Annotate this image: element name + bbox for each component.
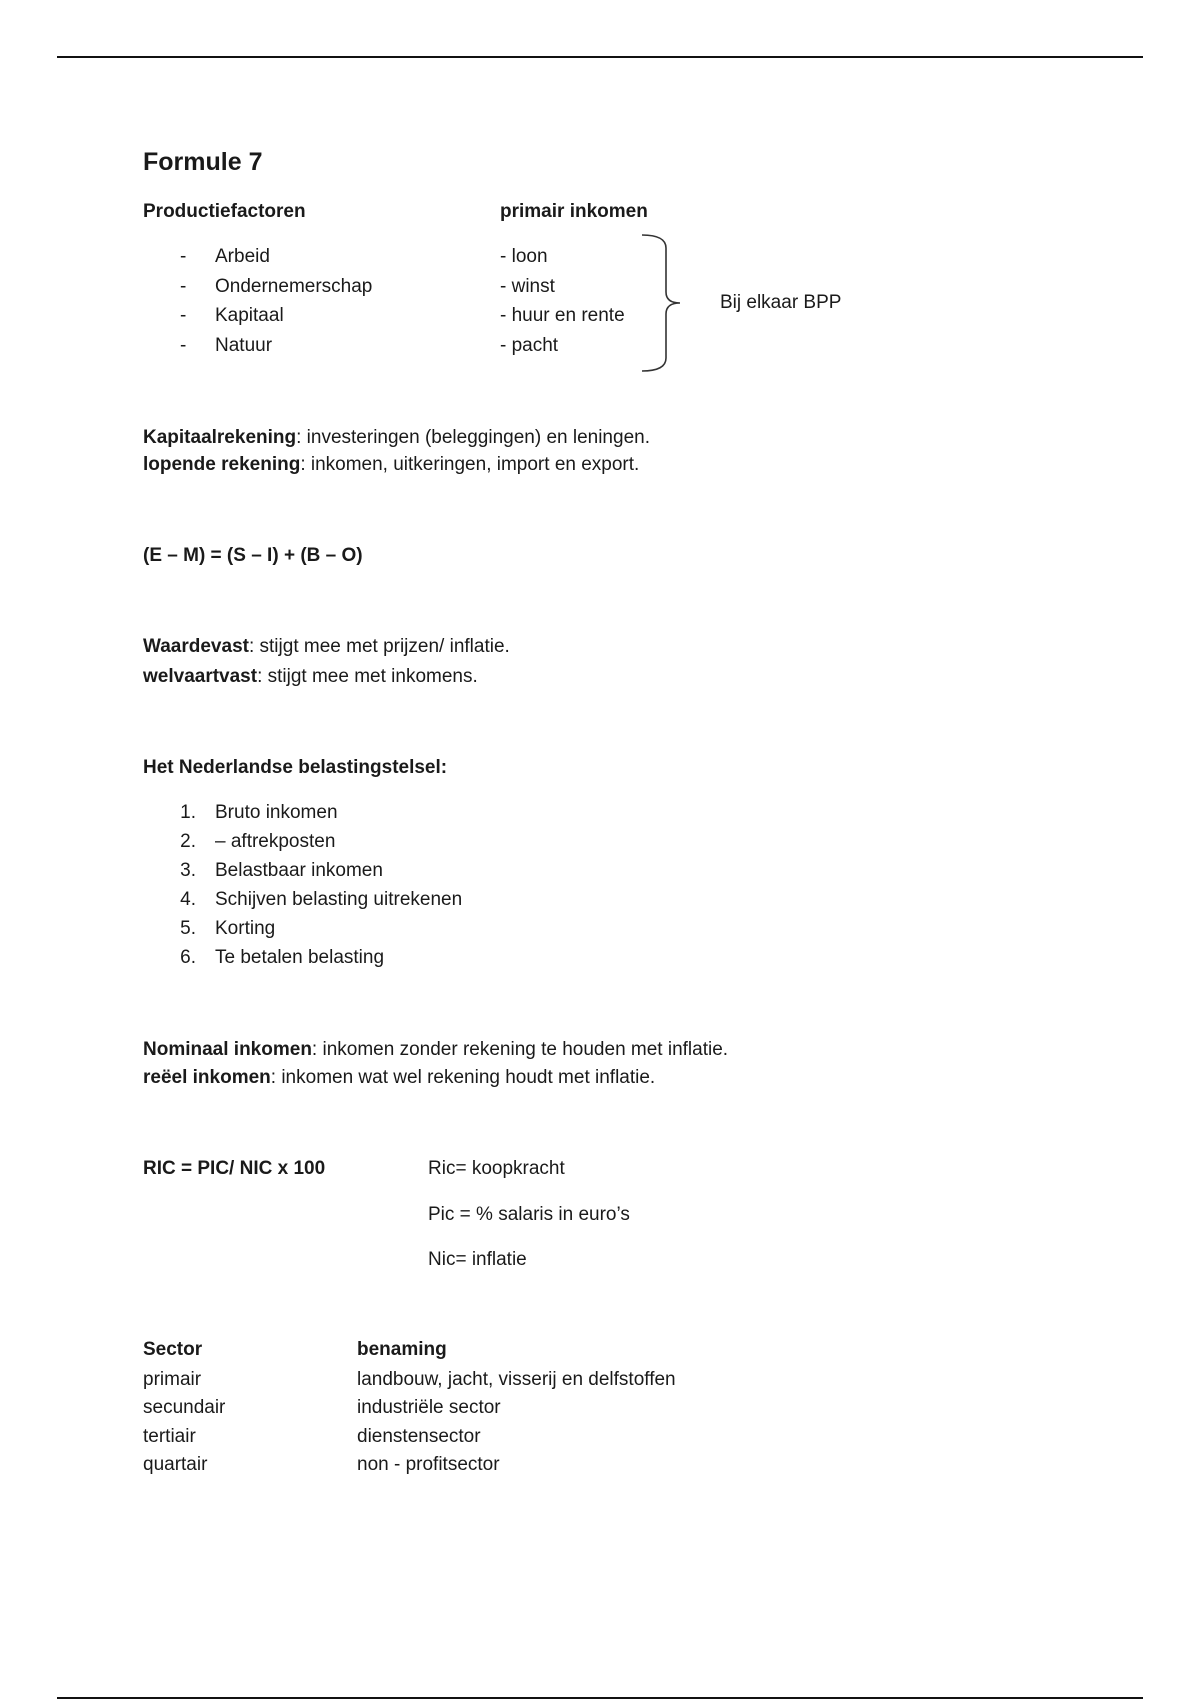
step-number: 6. bbox=[180, 947, 196, 968]
equation: (E – M) = (S – I) + (B – O) bbox=[143, 545, 363, 566]
step-text: Schijven belasting uitrekenen bbox=[215, 889, 463, 910]
page-title: Formule 7 bbox=[143, 148, 263, 176]
factor-label: Arbeid bbox=[215, 246, 270, 267]
definition: : inkomen wat wel rekening houdt met inflatie. bbox=[270, 1067, 656, 1088]
definition: : stijgt mee met inkomens. bbox=[257, 666, 478, 687]
step-number: 5. bbox=[180, 918, 196, 939]
account-line bbox=[143, 455, 639, 474]
factors-header-right: primair inkomen bbox=[500, 201, 648, 222]
step-text: – aftrekposten bbox=[215, 831, 336, 852]
step-number: 2. bbox=[180, 831, 196, 852]
term: Kapitaalrekening bbox=[143, 427, 297, 448]
income-item: - loon bbox=[500, 246, 548, 267]
list-item bbox=[160, 861, 383, 880]
step-text: Te betalen belasting bbox=[215, 947, 385, 968]
list-item bbox=[160, 803, 338, 822]
naming-cell: non - profitsector bbox=[357, 1454, 500, 1475]
naming-cell: dienstensector bbox=[357, 1426, 481, 1447]
definition: : stijgt mee met prijzen/ inflatie. bbox=[248, 636, 510, 657]
sector-cell: secundair bbox=[143, 1397, 226, 1418]
top-rule bbox=[57, 56, 1143, 58]
list-item: - Kapitaal bbox=[180, 305, 284, 326]
list-item bbox=[160, 890, 462, 909]
factor-label: Ondernemerschap bbox=[215, 276, 373, 297]
list-item bbox=[160, 832, 335, 851]
income-line bbox=[143, 1068, 655, 1087]
brace-note: Bij elkaar BPP bbox=[720, 292, 842, 313]
sector-header: Sector bbox=[143, 1339, 203, 1360]
term: reëel inkomen bbox=[143, 1067, 271, 1088]
tax-heading: Het Nederlandse belastingstelsel: bbox=[143, 757, 448, 778]
sector-cell: quartair bbox=[143, 1454, 208, 1475]
step-text: Bruto inkomen bbox=[215, 802, 338, 823]
brace-icon bbox=[638, 232, 698, 374]
fixed-line bbox=[143, 637, 510, 656]
account-line bbox=[143, 428, 650, 447]
factor-label: Kapitaal bbox=[215, 305, 284, 326]
list-item bbox=[160, 919, 275, 938]
list-item bbox=[160, 948, 384, 967]
term: Waardevast bbox=[143, 636, 249, 657]
income-item: - huur en rente bbox=[500, 305, 625, 326]
step-text: Korting bbox=[215, 918, 276, 939]
naming-cell: landbouw, jacht, visserij en delfstoffen bbox=[357, 1369, 676, 1390]
factors-header-left: Productiefactoren bbox=[143, 201, 306, 222]
income-item: - winst bbox=[500, 276, 555, 297]
bottom-rule bbox=[57, 1697, 1143, 1699]
fixed-line bbox=[143, 667, 478, 686]
income-item: - pacht bbox=[500, 335, 559, 356]
factor-label: Natuur bbox=[215, 335, 273, 356]
step-number: 4. bbox=[180, 889, 196, 910]
definition: : investeringen (beleggingen) en leningen. bbox=[296, 427, 650, 448]
ric-formula: RIC = PIC/ NIC x 100 bbox=[143, 1158, 326, 1179]
term: Nominaal inkomen bbox=[143, 1039, 312, 1060]
sector-cell: tertiair bbox=[143, 1426, 196, 1447]
step-number: 3. bbox=[180, 860, 196, 881]
term: lopende rekening bbox=[143, 454, 301, 475]
step-text: Belastbaar inkomen bbox=[215, 860, 383, 881]
definition: : inkomen zonder rekening te houden met inflatie. bbox=[311, 1039, 729, 1060]
step-number: 1. bbox=[180, 802, 196, 823]
list-item: - Ondernemerschap bbox=[180, 276, 373, 297]
definition: : inkomen, uitkeringen, import en export. bbox=[300, 454, 640, 475]
ric-definition: Ric= koopkracht bbox=[428, 1158, 565, 1179]
naming-header: benaming bbox=[357, 1339, 447, 1360]
sector-cell: primair bbox=[143, 1369, 202, 1390]
ric-definition: Pic = % salaris in euro’s bbox=[428, 1204, 630, 1225]
ric-definition: Nic= inflatie bbox=[428, 1249, 527, 1270]
income-line bbox=[143, 1040, 728, 1059]
list-item: - Natuur bbox=[180, 335, 273, 356]
term: welvaartvast bbox=[143, 666, 258, 687]
naming-cell: industriële sector bbox=[357, 1397, 501, 1418]
list-item: - Arbeid bbox=[180, 246, 270, 267]
